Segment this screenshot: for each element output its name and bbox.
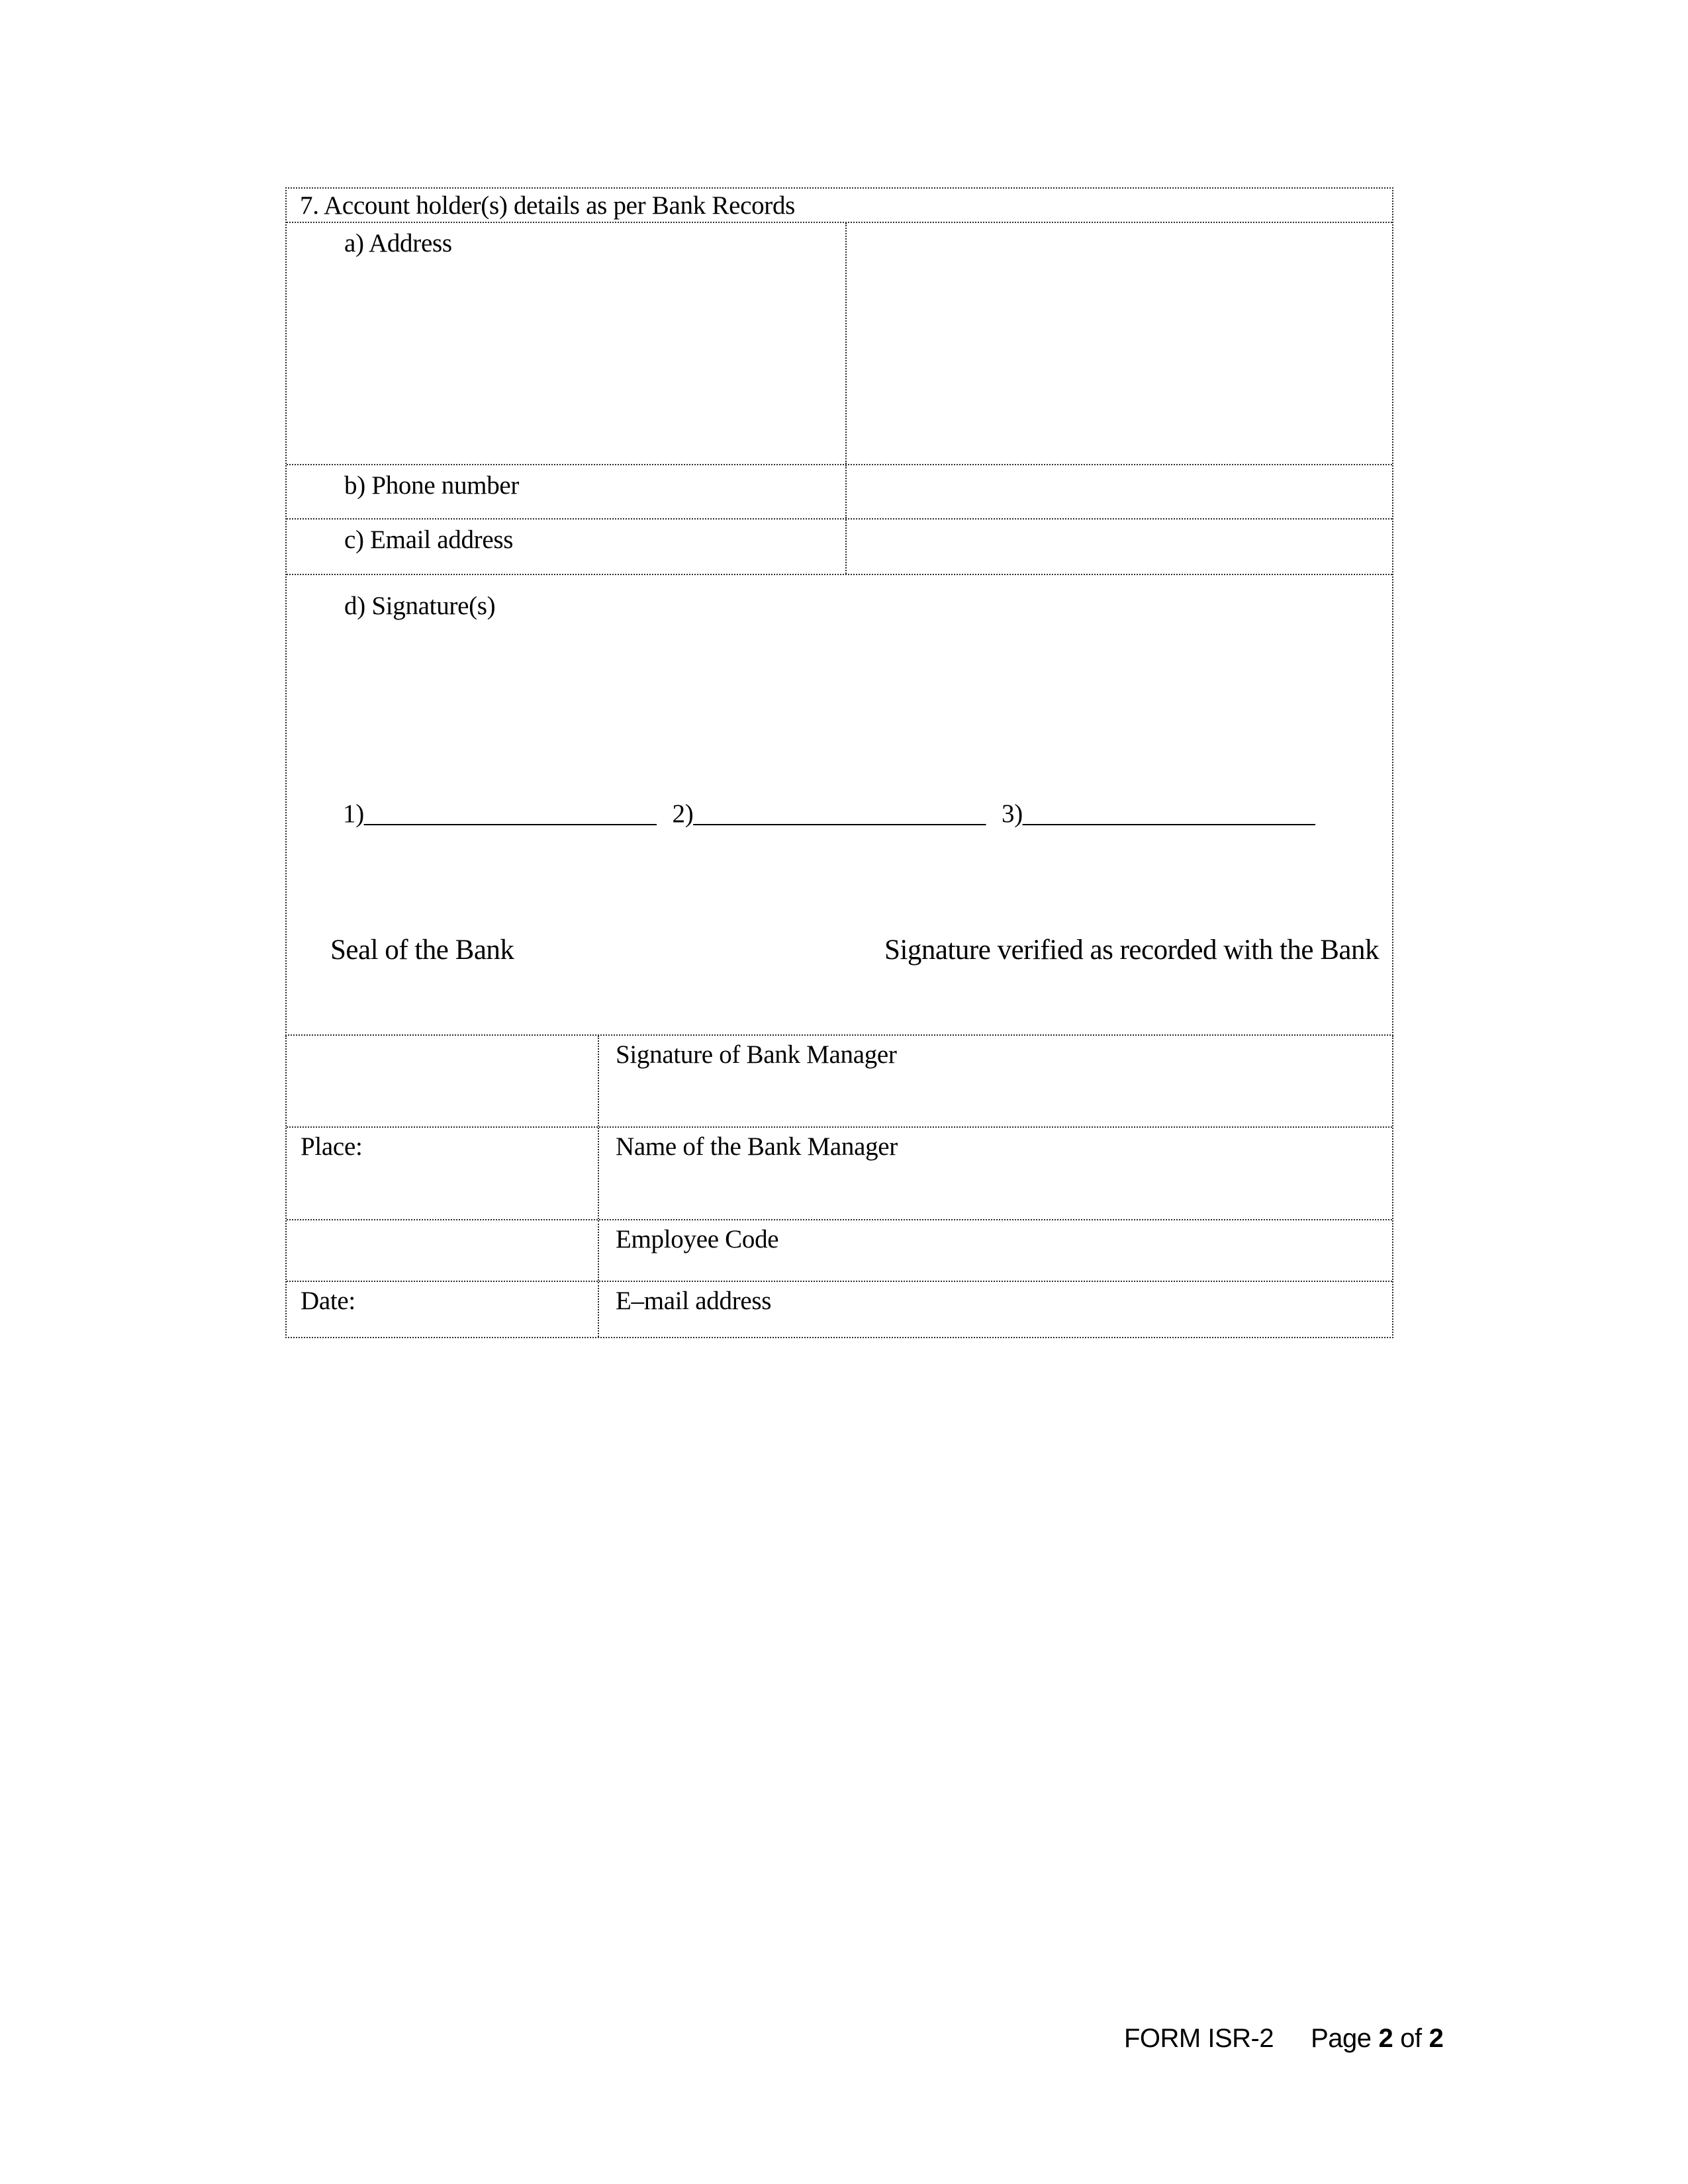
signature-verified-text: Signature verified as recorded with the Bank [884,934,1379,966]
seal-of-bank-text: Seal of the Bank [330,934,514,966]
section-7-header-row [287,189,1392,222]
name-of-bank-manager-label: Name of the Bank Manager [616,1132,898,1161]
signature-row [287,574,1392,1034]
phone-number-value-cell [847,465,1392,518]
email-address-label: c) Email address [287,520,847,574]
table-row [287,518,1392,574]
section-7-title: 7. Account holder(s) details as per Bank Records [300,191,796,220]
employee-code-label: Employee Code [616,1225,779,1253]
empty-cell [287,1036,599,1126]
email-address-value-cell [847,520,1392,574]
phone-number-label: b) Phone number [287,465,847,518]
signature-slot-2: 2)_______________________ [672,799,986,828]
signature-slot-1: 1)_______________________ [343,799,657,828]
manager-email-address-label: E–mail address [616,1287,772,1315]
signature-slot-3: 3)_______________________ [1002,799,1315,828]
table-row [287,1036,1392,1126]
form-name: FORM ISR-2 [1124,2024,1274,2053]
page-number: 2 [1378,2024,1393,2053]
signature-line [343,799,1372,829]
table-row [287,1219,1392,1281]
signatures-label: d) Signature(s) [344,592,496,620]
account-holder-details-table [285,187,1393,1036]
table-row [287,222,1392,464]
empty-cell [287,1220,599,1281]
signature-of-bank-manager-label: Signature of Bank Manager [616,1040,897,1069]
table-row [287,1281,1392,1337]
seal-verification-line [287,934,1392,966]
address-label: a) Address [287,223,847,464]
date-label: Date: [287,1282,599,1337]
table-row [287,464,1392,518]
table-row [287,1126,1392,1219]
page-indicator [1311,2024,1443,2054]
address-value-cell [847,223,1392,464]
place-label: Place: [287,1128,599,1219]
page-word: Page [1311,2024,1372,2053]
page-footer [1124,2024,1443,2054]
bank-manager-table [285,1036,1393,1338]
total-pages: 2 [1429,2024,1444,2053]
of-word: of [1400,2024,1422,2053]
